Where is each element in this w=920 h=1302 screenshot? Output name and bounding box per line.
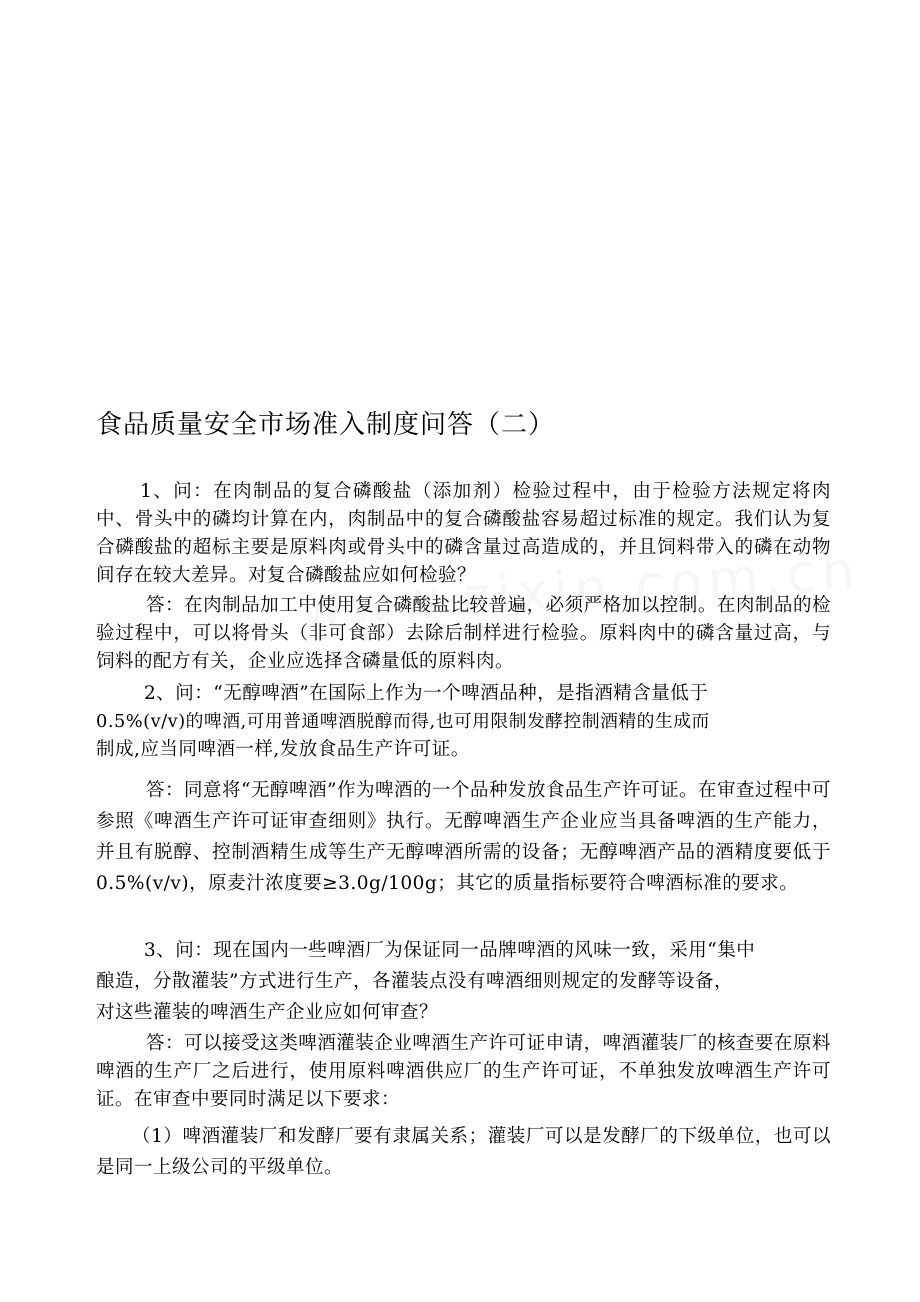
question-3	[96, 935, 831, 1028]
question-2-line-2: 0.5%(v/v)的啤酒,可用普通啤酒脱醇而得,也可用限制发酵控制酒精的生成而	[96, 711, 710, 732]
answer-2: 答：同意将“无醇啤酒”作为啤酒的一个品种发放食品生产许可证。在审查过程中可参照《啤酒生产许可证审查细则》执行。无醇啤酒生产企业应当具备啤酒的生产能力，并且有脱醇、控制酒精生成等生产无醇啤酒所需的设备；无醇啤酒产品的酒精度要低于0.5%(v/v)，原麦汁浓度要≥3.0g/100g；其它的质量指标要符合啤酒标准的要求。	[96, 780, 831, 894]
document-title: 食品质量安全市场准入制度问答（二）	[96, 410, 556, 440]
answer-3-item-1: （1）啤酒灌装厂和发酵厂要有隶属关系；灌装厂可以是发酵厂的下级单位，也可以是同一上级公司的平级单位。	[96, 1126, 831, 1178]
question-2-line-3: 制成,应当同啤酒一样,发放食品生产许可证。	[96, 739, 470, 760]
question-2-line-1: 2、问：“无醇啤酒”在国际上作为一个啤酒品种，是指酒精含量低于	[144, 683, 709, 704]
question-2	[96, 680, 831, 764]
question-3-line-1: 3、问：现在国内一些啤酒厂为保证同一品牌啤酒的风味一致，采用“集中	[144, 940, 756, 961]
question-1: 1、问：在肉制品的复合磷酸盐（添加剂）检验过程中，由于检验方法规定将肉中、骨头中的磷均计算在内，肉制品中的复合磷酸盐容易超过标准的规定。我们认为复合磷酸盐的超标主要是原料肉或骨头中的磷含量过高造成的，并且饲料带入的磷在动物间存在较大差异。对复合磷酸盐应如何检验？	[96, 481, 831, 586]
question-3-line-2: 酿造，分散灌装”方式进行生产，各灌装点没有啤酒细则规定的发酵等设备，	[96, 971, 733, 992]
answer-3: 答：可以接受这类啤酒灌装企业啤酒生产许可证申请，啤酒灌装厂的核查要在原料啤酒的生产厂之后进行，使用原料啤酒供应厂的生产许可证，不单独发放啤酒生产许可证。在审查中要同时满足以下要求：	[96, 1033, 831, 1110]
answer-1: 答：在肉制品加工中使用复合磷酸盐比较普遍，必须严格加以控制。在肉制品的检验过程中，可以将骨头（非可食部）去除后制样进行检验。原料肉中的磷含量过高，与饲料的配方有关，企业应选择含磷量低的原料肉。	[96, 595, 831, 672]
question-3-line-3: 对这些灌装的啤酒生产企业应如何审查？	[96, 1002, 439, 1023]
